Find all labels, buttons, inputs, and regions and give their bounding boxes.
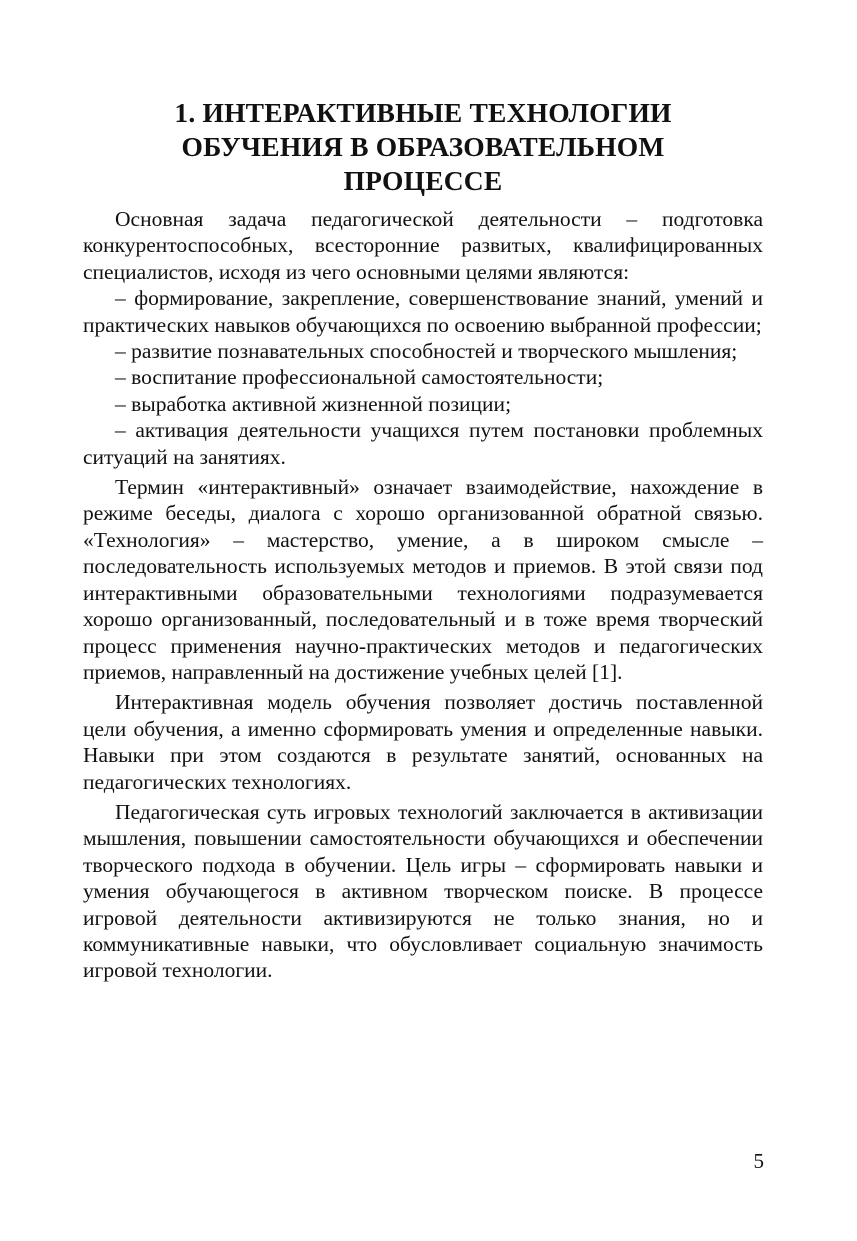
chapter-title: [83, 96, 763, 198]
list-item-life-position: – выработка активной жизненной позиции;: [115, 391, 512, 416]
list-item-independence: – воспитание профессиональной самостоятельности;: [115, 365, 604, 390]
paragraph-interactive-model: Интерактивная модель обучения позволяет достичь поставленной цели обучения, а именно сформировать умения и определенные навыки. Навыки при этом создаются в результате занятий, основанных на педагогических технологиях.: [83, 690, 763, 794]
paragraph-main-task: Основная задача педагогической деятельности – подготовка конкурентоспособных, всесторонние развитых, квалифицированных специалистов, исходя из чего основными целями являются:: [83, 207, 763, 284]
chapter-title-line: ОБУЧЕНИЯ В ОБРАЗОВАТЕЛЬНОМ: [181, 131, 665, 162]
paragraph-game-technologies: Педагогическая суть игровых технологий заключается в активизации мышления, повышении самостоятельности обучающихся и обеспечении творческого подхода в обучении. Цель игры – сформировать навыки и умения обучающегося в активном творческом поиске. В процессе игровой деятельности активизируются не только знания, но и коммуникативные навыки, что обусловливает социальную значимость игровой технологии.: [83, 799, 763, 983]
paragraph-interactive-term: Термин «интерактивный» означает взаимодействие, нахождение в режиме беседы, диалога с хорошо организованной обратной связью. «Технология» – мастерство, умение, а в широком смысле – последовательность используемых методов и приемов. В этой связи под интерактивными образовательными технологиями подразумевается хорошо организованный, последовательный и в тоже время творческий процесс применения научно-практических методов и педагогических приемов, направленный на достижение учебных целей [1].: [83, 475, 763, 684]
list-item-knowledge-formation: – формирование, закрепление, совершенствование знаний, умений и практических навыков обучающихся по освоению выбранной профессии;: [83, 286, 763, 337]
chapter-title-line: 1. ИНТЕРАКТИВНЫЕ ТЕХНОЛОГИИ: [174, 97, 672, 128]
list-item-cognitive-development: – развитие познавательных способностей и творческого мышления;: [115, 339, 738, 364]
chapter-title-line: ПРОЦЕССЕ: [343, 165, 503, 196]
list-item-problem-situations: – активация деятельности учащихся путем постановки проблемных ситуаций на занятиях.: [83, 418, 763, 469]
page-number: 5: [753, 1149, 764, 1173]
page-content: [83, 96, 763, 984]
